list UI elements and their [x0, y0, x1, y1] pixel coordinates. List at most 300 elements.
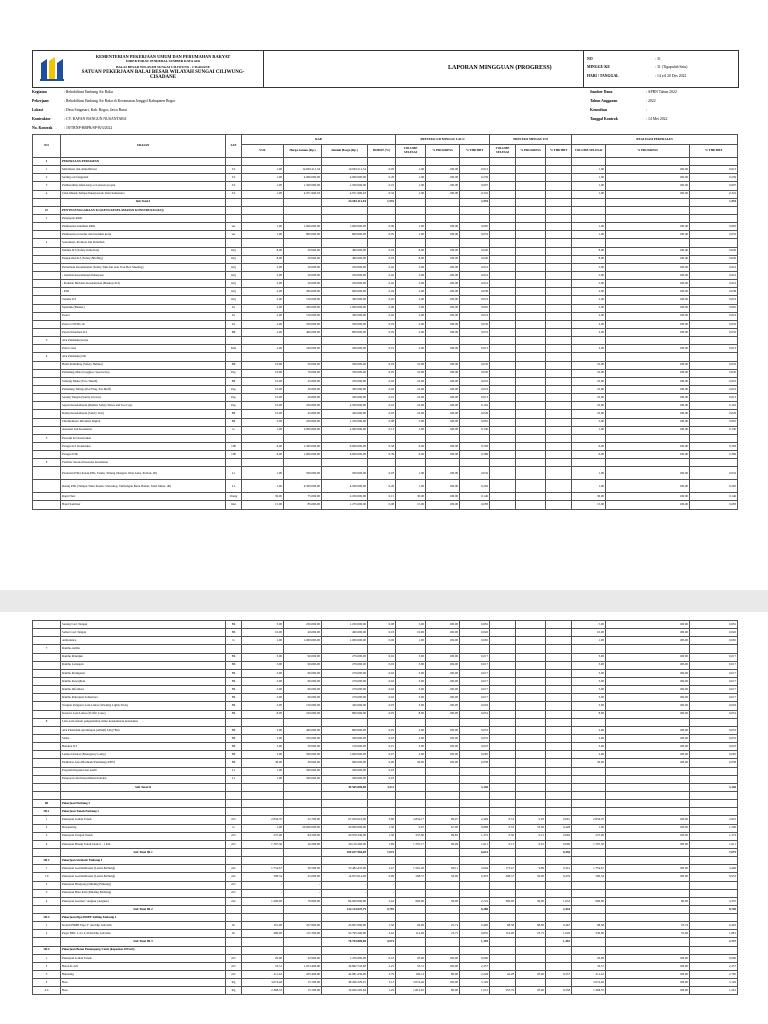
cell-p3 [606, 767, 690, 775]
cell-h: 2.000.000,00 [284, 426, 322, 434]
cell-no [33, 402, 61, 410]
cell-h: 90.000,00 [284, 677, 322, 685]
cell-t2 [546, 694, 572, 702]
table-row [33, 759, 738, 767]
cell-p3 [606, 848, 690, 856]
cell-v1 [396, 881, 426, 889]
cell-v2 [490, 791, 516, 799]
cell-v2 [490, 808, 516, 816]
cell-b: 0,01 [368, 345, 396, 353]
cell-t1: 0,017 [460, 653, 490, 661]
cell-t2 [546, 800, 572, 808]
cell-v1: 10,00 [396, 394, 426, 402]
cell-u: Dewatering [61, 824, 226, 832]
cell-p3: 100,00 [606, 637, 690, 645]
table-row [33, 271, 738, 279]
cell-p1 [426, 337, 460, 345]
cell-v3: 2,00 [572, 312, 606, 320]
table-row [33, 247, 738, 255]
cell-p1: 100,00 [426, 418, 460, 426]
cell-b: 0,08 [368, 501, 396, 509]
cell-p3: 100,00 [606, 442, 690, 450]
cell-v2 [490, 296, 516, 304]
cell-v1: 33,31 [396, 962, 426, 970]
cell-p3 [606, 158, 690, 166]
cell-s: Bh [226, 710, 242, 718]
cell-v3: 3,00 [572, 653, 606, 661]
table-row [33, 434, 738, 442]
cell-v2 [490, 743, 516, 751]
cell-t1 [460, 353, 490, 361]
project-info-value: : APBN Tahun 2022 [646, 90, 677, 94]
table-row [33, 231, 738, 239]
cell-t3: 0,045 [690, 369, 738, 377]
cell-h: 16.200,00 [284, 840, 322, 848]
cell-t2: 1,492 [546, 938, 572, 946]
cell-t2 [546, 808, 572, 816]
cell-v: 30,00 [242, 759, 284, 767]
cell-t3: 2,747 [690, 938, 738, 946]
cell-t2 [546, 239, 572, 247]
cell-h: 100.000,00 [284, 345, 322, 353]
cell-no: 1 [33, 865, 61, 873]
cell-v2 [490, 881, 516, 889]
cell-j: - [322, 881, 368, 889]
col-prestasi-ini: PRESTASI MINGGU INI [490, 135, 572, 145]
cell-no: 4 [33, 190, 61, 198]
cell-j [322, 946, 368, 954]
cell-p1: 100,00 [426, 734, 460, 742]
cell-p1 [426, 857, 460, 865]
col-pct-progress: % PROGRESS [426, 145, 460, 158]
cell-p3: 100,00 [606, 832, 690, 840]
week-info-row [587, 63, 687, 71]
cell-v2 [490, 166, 516, 174]
cell-v3: 5,00 [572, 271, 606, 279]
cell-no [33, 345, 61, 353]
cell-v2 [490, 621, 516, 629]
cell-s: Bh [226, 328, 242, 336]
cell-p3: 100,00 [606, 247, 690, 255]
cell-v1: 8,00 [396, 710, 426, 718]
cell-j: 250.000,00 [322, 271, 368, 279]
cell-s: OB [226, 442, 242, 450]
cell-t3: 0,013 [690, 345, 738, 353]
cell-v2: 0,53 [490, 816, 516, 824]
cell-b: 2,79 [368, 971, 396, 979]
cell-v3 [572, 214, 606, 222]
cell-t2 [546, 353, 572, 361]
cell-p3: 100,00 [606, 296, 690, 304]
cell-j: 500.000,00 [322, 734, 368, 742]
cell-no: III.2 [33, 857, 61, 865]
cell-u: Alat Pemadam Api Ringan (APAR) 6 Kg+Box [61, 726, 226, 734]
cell-u: - Analisis Keselamatan Pekerjaan [61, 271, 226, 279]
cell-j [322, 718, 368, 726]
cell-no [33, 231, 61, 239]
cell-t3: 0,259 [690, 174, 738, 182]
cell-j [322, 857, 368, 865]
cell-v3: 3,00 [572, 669, 606, 677]
cell-v3: 8,00 [572, 247, 606, 255]
table-row [33, 410, 738, 418]
cell-t3: 3,146 [690, 783, 738, 791]
cell-b: 0,10 [368, 182, 396, 190]
cell-v: 480,00 [242, 930, 284, 938]
cell-v1: 3,00 [396, 702, 426, 710]
cell-t1: 0,097 [460, 182, 490, 190]
cell-v: 1,00 [242, 166, 284, 174]
cell-j: 500.000,00 [322, 361, 368, 369]
cell-p1: 100,00 [426, 377, 460, 385]
cell-u: Sarung Cuci Tangan [61, 621, 226, 629]
cell-u: Beton K-225 [61, 962, 226, 970]
cell-t2 [546, 637, 572, 645]
cell-t2 [546, 320, 572, 328]
table-row [33, 182, 738, 190]
cell-u: Pertemuan Keselamatan (Safety Talk dan atau Tool Box Meeting) [61, 263, 226, 271]
cell-u: Sub Total III.2 [61, 905, 226, 913]
cell-p1 [426, 767, 460, 775]
cell-v3 [572, 848, 606, 856]
cell-no: 4 [33, 979, 61, 987]
cell-s: Org [226, 288, 242, 296]
cell-u: Tongkat Pengatur Lalu Lintas (Warning Lights Stick) [61, 702, 226, 710]
cell-b [368, 914, 396, 922]
cell-v1 [396, 791, 426, 799]
cell-h: 75.000,00 [284, 493, 322, 501]
cell-h: 400.000,00 [284, 726, 322, 734]
cell-t2 [546, 881, 572, 889]
cell-t3 [690, 775, 738, 783]
cell-v3: 1,00 [572, 480, 606, 493]
table-row [33, 345, 738, 353]
cell-t3 [690, 889, 738, 897]
cell-no: 2 [33, 239, 61, 247]
col-prestasi-lalu: PRESTASI S/D MINGGU LALU [396, 135, 490, 145]
cell-no: 8 [33, 718, 61, 726]
cell-p1 [426, 718, 460, 726]
cell-j: 14.093.211,54 [322, 166, 368, 174]
cell-t2 [546, 669, 572, 677]
cell-s: Org [226, 263, 242, 271]
cell-v2 [490, 889, 516, 897]
cell-t1 [460, 214, 490, 222]
cell-v3: 3,00 [572, 743, 606, 751]
cell-p1: 100,00 [426, 280, 460, 288]
cell-j: 1.000.000,00 [322, 751, 368, 759]
cell-h: - [284, 881, 322, 889]
cell-v3 [572, 775, 606, 783]
cell-v: 2,00 [242, 288, 284, 296]
cell-v1: 3,00 [396, 743, 426, 751]
cell-u: Police Line [61, 345, 226, 353]
cell-j: 76.794.800,00 [322, 938, 368, 946]
section-row [33, 206, 738, 214]
cell-t1 [460, 857, 490, 865]
cell-no: 3 [33, 337, 61, 345]
cell-p3: 100,00 [606, 231, 690, 239]
table-row [33, 288, 738, 296]
table-row [33, 718, 738, 726]
cell-p3: 100,00 [606, 493, 690, 501]
cell-u: Ruang P3K (Tempat Tidur Pasien, Stetoskop, Timbangan Berat Badan, Tensi Meter, dll) [61, 480, 226, 493]
table-row [33, 629, 738, 637]
cell-no: 1 [33, 214, 61, 222]
table-row [33, 775, 738, 783]
cell-b: 0,03 [368, 255, 396, 263]
cell-b: 0,02 [368, 263, 396, 271]
cell-no: 1 [33, 954, 61, 962]
cell-t2: 0,258 [546, 987, 572, 995]
cell-p3 [606, 775, 690, 783]
table-row [33, 353, 738, 361]
cell-p2 [516, 304, 546, 312]
cell-v [242, 459, 284, 467]
cell-no [33, 247, 61, 255]
cell-t1: 0,032 [460, 320, 490, 328]
cell-t1: 0,016 [460, 271, 490, 279]
cell-t3: 0,065 [690, 751, 738, 759]
cell-p2 [516, 247, 546, 255]
cell-t1: 3,146 [460, 783, 490, 791]
cell-v1: 1,00 [396, 166, 426, 174]
cell-t1: 0,016 [460, 377, 490, 385]
cell-v: 8,00 [242, 710, 284, 718]
cell-v2 [490, 767, 516, 775]
cell-u: Rapid Test [61, 493, 226, 501]
cell-t3: 0,065 [690, 223, 738, 231]
cell-p2 [516, 255, 546, 263]
table-row [33, 385, 738, 393]
cell-p3: 100,00 [606, 418, 690, 426]
cell-v1: 1.814,65 [396, 987, 426, 995]
cell-t3: 0,389 [690, 451, 738, 459]
cell-u: - Prakdau Berbasis Keselamatan (Banksys K3) [61, 280, 226, 288]
cell-p1: 100,00 [426, 385, 460, 393]
cell-p3 [606, 718, 690, 726]
table-row [33, 442, 738, 450]
cell-t3: 0,058 [690, 759, 738, 767]
cell-t1 [460, 767, 490, 775]
cell-v1: 3,00 [396, 694, 426, 702]
cell-h [284, 434, 322, 442]
cell-p3: 100,00 [606, 426, 690, 434]
cell-b: 0,08 [368, 621, 396, 629]
cell-v2 [490, 726, 516, 734]
cell-t1: 0,065 [460, 751, 490, 759]
cell-t3: 0,065 [690, 304, 738, 312]
cell-t3: 0,016 [690, 280, 738, 288]
cell-u: Pekerjaan Geomat / Angkur (Angkur) [61, 897, 226, 905]
cell-p1: 100,00 [426, 621, 460, 629]
cell-p3: 100,00 [606, 361, 690, 369]
cell-u: Asuransi dan Kesehatan [61, 426, 226, 434]
cell-s: m' [226, 930, 242, 938]
table-row [33, 816, 738, 824]
cell-p1: 100,00 [426, 320, 460, 328]
col-volume-selesai: VOLUME SELESAI [396, 145, 426, 158]
cell-p3 [606, 800, 690, 808]
cell-t1: 0,081 [460, 621, 490, 629]
cell-h: 50.000,00 [284, 263, 322, 271]
cell-j: 1.250.000,00 [322, 621, 368, 629]
cell-no [33, 255, 61, 263]
cell-v3 [572, 783, 606, 791]
cell-v1 [396, 434, 426, 442]
cell-p3 [606, 914, 690, 922]
cell-t3: 8,740 [690, 905, 738, 913]
cell-t3: 0,032 [690, 361, 738, 369]
cell-v1 [396, 198, 426, 206]
cell-v1: 1,00 [396, 223, 426, 231]
cell-v: 5,00 [242, 418, 284, 426]
cell-b: 0,26 [368, 174, 396, 182]
cell-t3: 0,052 [690, 231, 738, 239]
cell-u: Penyiapan RKK [61, 214, 226, 222]
cell-p1: 100,00 [426, 467, 460, 480]
cell-h: 500.000,00 [284, 767, 322, 775]
cell-s: m2 [226, 897, 242, 905]
cell-no [33, 467, 61, 480]
cell-p3: 100,00 [606, 840, 690, 848]
cell-t1: 0,400 [460, 922, 490, 930]
cell-no: 4.b [33, 987, 61, 995]
cell-no: 1 [33, 816, 61, 824]
cell-j: 400.000,00 [322, 255, 368, 263]
cell-b [368, 645, 396, 653]
cell-s [226, 158, 242, 166]
table-row [33, 501, 738, 509]
cell-no [33, 410, 61, 418]
cell-p2 [516, 677, 546, 685]
cell-b: 1,30 [368, 824, 396, 832]
cell-t3: 4,355 [690, 897, 738, 905]
cell-v3: 3,00 [572, 694, 606, 702]
cell-p2: 33,00 [516, 824, 546, 832]
cell-p3 [606, 198, 690, 206]
cell-v3: 1,00 [572, 223, 606, 231]
cell-u: Petugas K3 Konstruksi [61, 442, 226, 450]
cell-p1: 100,00 [426, 653, 460, 661]
cell-v: 3,00 [242, 686, 284, 694]
cell-t2 [546, 280, 572, 288]
cell-t1 [460, 718, 490, 726]
cell-h: 4.500.000,00 [284, 480, 322, 493]
cell-h: 90.000,00 [284, 686, 322, 694]
table-row [33, 726, 738, 734]
cell-h: 150.000,00 [284, 312, 322, 320]
cell-t1: 0,032 [460, 361, 490, 369]
cell-v [242, 791, 284, 799]
cell-t2 [546, 402, 572, 410]
cell-h: 500.000,00 [284, 467, 322, 480]
cell-v1 [396, 718, 426, 726]
cell-t1 [460, 808, 490, 816]
cell-t1 [460, 800, 490, 808]
cell-b [368, 158, 396, 166]
week-info-label: NO [587, 57, 593, 61]
cell-p2 [516, 442, 546, 450]
table-row [33, 954, 738, 962]
cell-j: 20.000.000,00 [322, 824, 368, 832]
cell-v [242, 800, 284, 808]
cell-h: 500.000,00 [284, 775, 322, 783]
project-info-value: : Desa Singasari, Kab. Bogor, Jawa Barat [64, 107, 127, 112]
cell-h: 90.000,00 [284, 694, 322, 702]
cell-b: 0,05 [368, 328, 396, 336]
cell-t1: 0,017 [460, 669, 490, 677]
cell-p1 [426, 645, 460, 653]
cell-v1: 2,00 [396, 328, 426, 336]
cell-v: 1,00 [242, 767, 284, 775]
cell-v3: 10,00 [572, 385, 606, 393]
cell-u: Pembuatan dokumen RKK [61, 223, 226, 231]
cell-j: 67.030.610,00 [322, 816, 368, 824]
cell-v: 1.754,67 [242, 865, 284, 873]
cell-v2 [490, 759, 516, 767]
cell-p1: 100,00 [426, 702, 460, 710]
cell-s: Bh [226, 621, 242, 629]
cell-s: Orang [226, 493, 242, 501]
cell-p3 [606, 645, 690, 653]
cell-p3: 100,00 [606, 865, 690, 873]
cell-v3: 1,00 [572, 426, 606, 434]
cell-p3: 100,00 [606, 345, 690, 353]
cell-v3 [572, 239, 606, 247]
cell-p1 [426, 800, 460, 808]
cell-p2 [516, 214, 546, 222]
cell-v2 [490, 223, 516, 231]
cell-h: 50.000,00 [284, 271, 322, 279]
cell-p1: 100,00 [426, 271, 460, 279]
cell-p3: 100,00 [606, 987, 690, 995]
cell-p2 [516, 271, 546, 279]
cell-p2 [516, 629, 546, 637]
cell-v1: 1,00 [396, 467, 426, 480]
cell-v2 [490, 158, 516, 166]
cell-t3 [690, 800, 738, 808]
cell-no: 2 [33, 930, 61, 938]
cell-v3: 2,00 [572, 296, 606, 304]
cell-j: - [322, 889, 368, 897]
cell-v1: 3,00 [396, 677, 426, 685]
table-row [33, 223, 738, 231]
cell-t3: 7,075 [690, 848, 738, 856]
cell-j: 700.000,00 [322, 369, 368, 377]
cell-t1: 0,868 [460, 824, 490, 832]
cell-p1: 100,00 [426, 231, 460, 239]
cell-h: 4.971.900,03 [284, 190, 322, 198]
cell-v3: 1,00 [572, 231, 606, 239]
cell-t2 [546, 751, 572, 759]
cell-s: Lb [226, 304, 242, 312]
cell-t1: 0,017 [460, 661, 490, 669]
cell-j [322, 434, 368, 442]
cell-no [33, 905, 61, 913]
cell-s: m3 [226, 962, 242, 970]
cell-p1 [426, 198, 460, 206]
cell-p1: 100,00 [426, 263, 460, 271]
cell-s: Bh [226, 702, 242, 710]
cell-no [33, 710, 61, 718]
cell-h: 1.000.000,00 [284, 637, 322, 645]
cell-p2 [516, 418, 546, 426]
cell-v2 [490, 501, 516, 509]
cell-p1 [426, 158, 460, 166]
cell-p2 [516, 174, 546, 182]
project-info-label: Kontraktor [32, 116, 51, 121]
